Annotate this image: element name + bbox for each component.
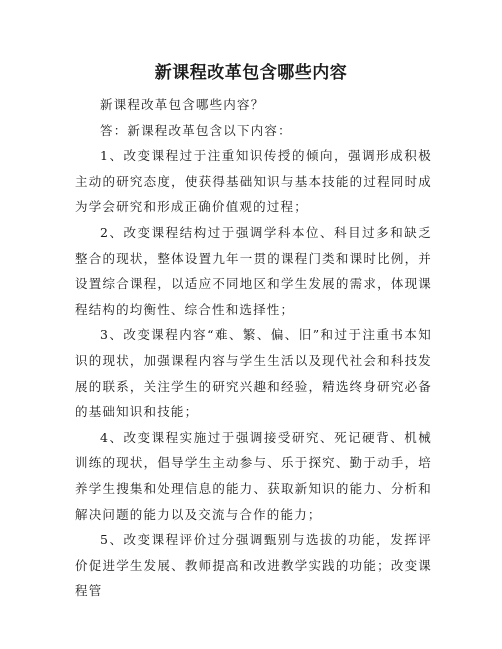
paragraph-item-3: 3、改变课程内容“难、繁、偏、旧”和过于注重书本知识的现状，加强课程内容与学生生活以及现代社会和科技发展的联系，关注学生的研究兴趣和经验，精选终身研究必备的基础知识和技能； bbox=[75, 327, 432, 420]
paragraph-item-2: 2、改变课程结构过于强调学科本位、科目过多和缺乏整合的现状，整体设置九年一贯的课程门类和课时比例，并设置综合课程，以适应不同地区和学生发展的需求，体现课程结构的均衡性、综合性和选择性； bbox=[75, 224, 432, 317]
paragraph-answer-intro: 答：新课程改革包含以下内容： bbox=[100, 122, 292, 138]
document-title: 新课程改革包含哪些内容 bbox=[154, 63, 348, 83]
paragraph-question: 新课程改革包含哪些内容？ bbox=[100, 97, 265, 112]
paragraph-item-4: 4、改变课程实施过于强调接受研究、死记硬背、机械训练的现状，倡导学生主动参与、乐于探究、勤于动手，培养学生搜集和处理信息的能力、获取新知识的能力、分析和解决问题的能力以及交流与合作的能力； bbox=[75, 429, 432, 522]
paragraph-item-5: 5、改变课程评价过分强调甄别与选拔的功能，发挥评价促进学生发展、教师提高和改进教学实践的功能；改变课程管 bbox=[75, 532, 432, 599]
document-body bbox=[75, 92, 432, 604]
paragraph-item-1: 1、改变课程过于注重知识传授的倾向，强调形成积极主动的研究态度，使获得基础知识与基本技能的过程同时成为学会研究和形成正确价值观的过程； bbox=[75, 148, 432, 215]
